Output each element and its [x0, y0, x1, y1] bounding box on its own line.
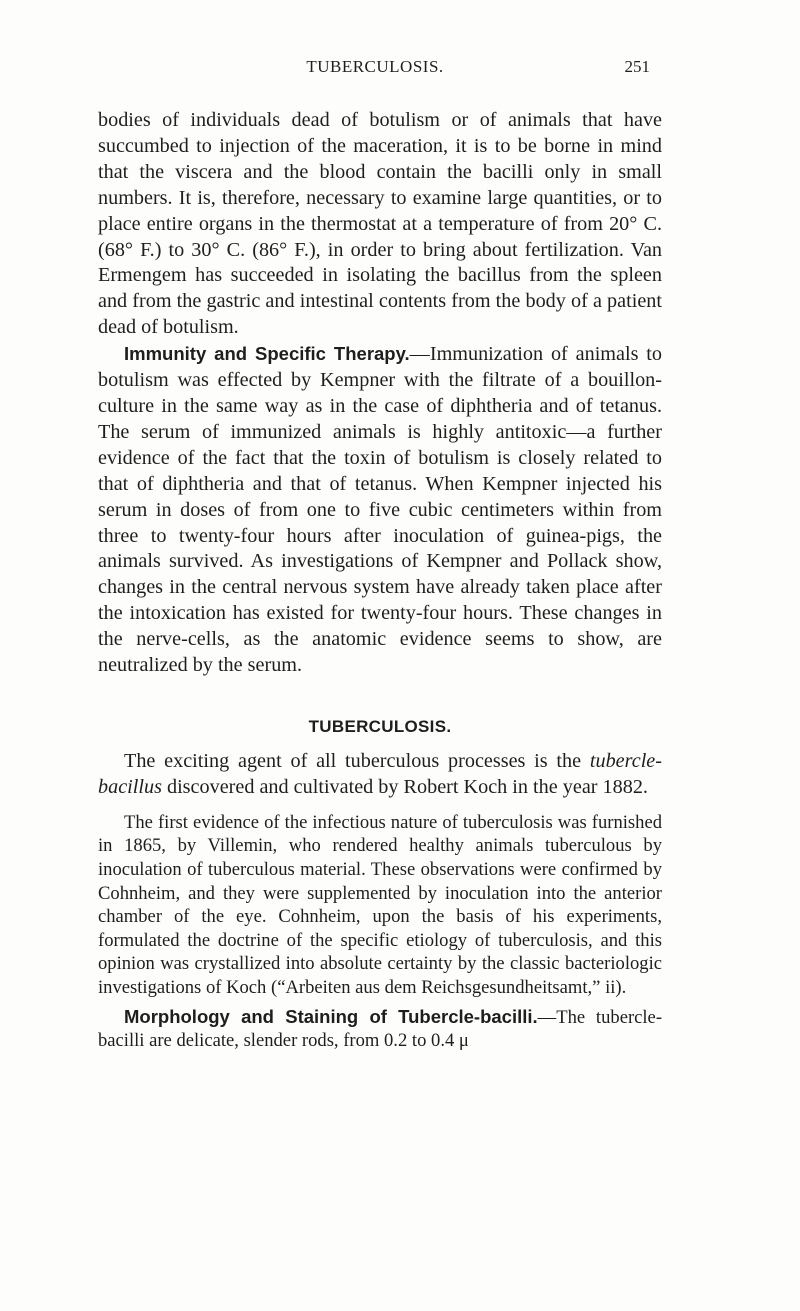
paragraph-immunity — [98, 341, 662, 679]
page-number: 251 — [624, 57, 650, 76]
running-head: TUBERCULOSIS. — [306, 57, 444, 76]
paragraph-morphology-text: —The tubercle-bacilli are delicate, slender rods, from 0.2 to 0.4 μ — [98, 1006, 663, 1052]
paragraph-exciting-agent — [98, 749, 662, 801]
italic-term-tubercle-bacillus: tubercle-bacillus — [98, 749, 662, 798]
spacer — [98, 679, 662, 717]
section-heading-tuberculosis: TUBERCULOSIS. — [308, 716, 452, 736]
run-in-heading-morphology: Morphology and Staining of Tubercle-bacilli. — [124, 1005, 538, 1027]
run-in-heading-immunity: Immunity and Specific Therapy. — [124, 343, 410, 365]
paragraph-immunity-text: —Immunization of animals to botulism was effected by Kempner with the filtrate of a bouillon-culture in the same way as in the case of diphtheria and of tetanus. The serum of immunized animals is highly antitoxic—a further evidence of the fact that the toxin of botulism is closely related to that of diphtheria and that of tetanus. When Kempner injected his serum in doses of from one to five cubic centimeters within from three to twenty-four hours after inoculation of guinea-pigs, the animals survived. As investigations of Kempner and Pollack show, changes in the central nervous system have already taken place after the intoxication has existed for twenty-four hours. These changes in the nerve-cells, as the anatomic evidence seems to show, are neutralized by the serum. — [98, 343, 662, 677]
paragraph-botulism-continued: bodies of individuals dead of botulism or of animals that have succumbed to injection of the maceration, it is to be borne in mind that the viscera and the blood contain the bacilli only in small numbers. It is, therefore, necessary to examine large quantities, or to place entire organs in the thermostat at a temperature of from 20° C. (68° F.) to 30° C. (86° F.), in order to bring about fertilization. Van Ermengem has succeeded in isolating the bacillus from the spleen and from the gastric and intestinal contents from the body of a patient dead of botulism. — [98, 109, 662, 339]
page-header — [100, 57, 650, 87]
page-body — [98, 108, 662, 1053]
spacer — [98, 801, 662, 811]
paragraph-first-evidence: The first evidence of the infectious nature of tuberculosis was furnished in 1865, by Villemin, who rendered healthy animals tuberculous by inoculation of tuberculous material. These observations were confirmed by Cohnheim, and they were supplemented by inoculation into the anterior chamber of the eye. Cohnheim, upon the basis of his experiments, formulated the doctrine of the specific etiology of tuberculosis, and this opinion was crystallized into absolute certainty by the classic bacteriologic investigations of Koch (“Arbeiten aus dem Reichsgesundheitsamt,” ii). — [98, 811, 662, 998]
paragraph-morphology — [98, 1005, 662, 1053]
spacer — [98, 737, 662, 749]
paragraph-exciting-agent-start: The exciting agent of all tuberculous processes is the — [124, 749, 590, 772]
paragraph-exciting-agent-end: discovered and cultivated by Robert Koch in the year 1882. — [161, 775, 648, 798]
